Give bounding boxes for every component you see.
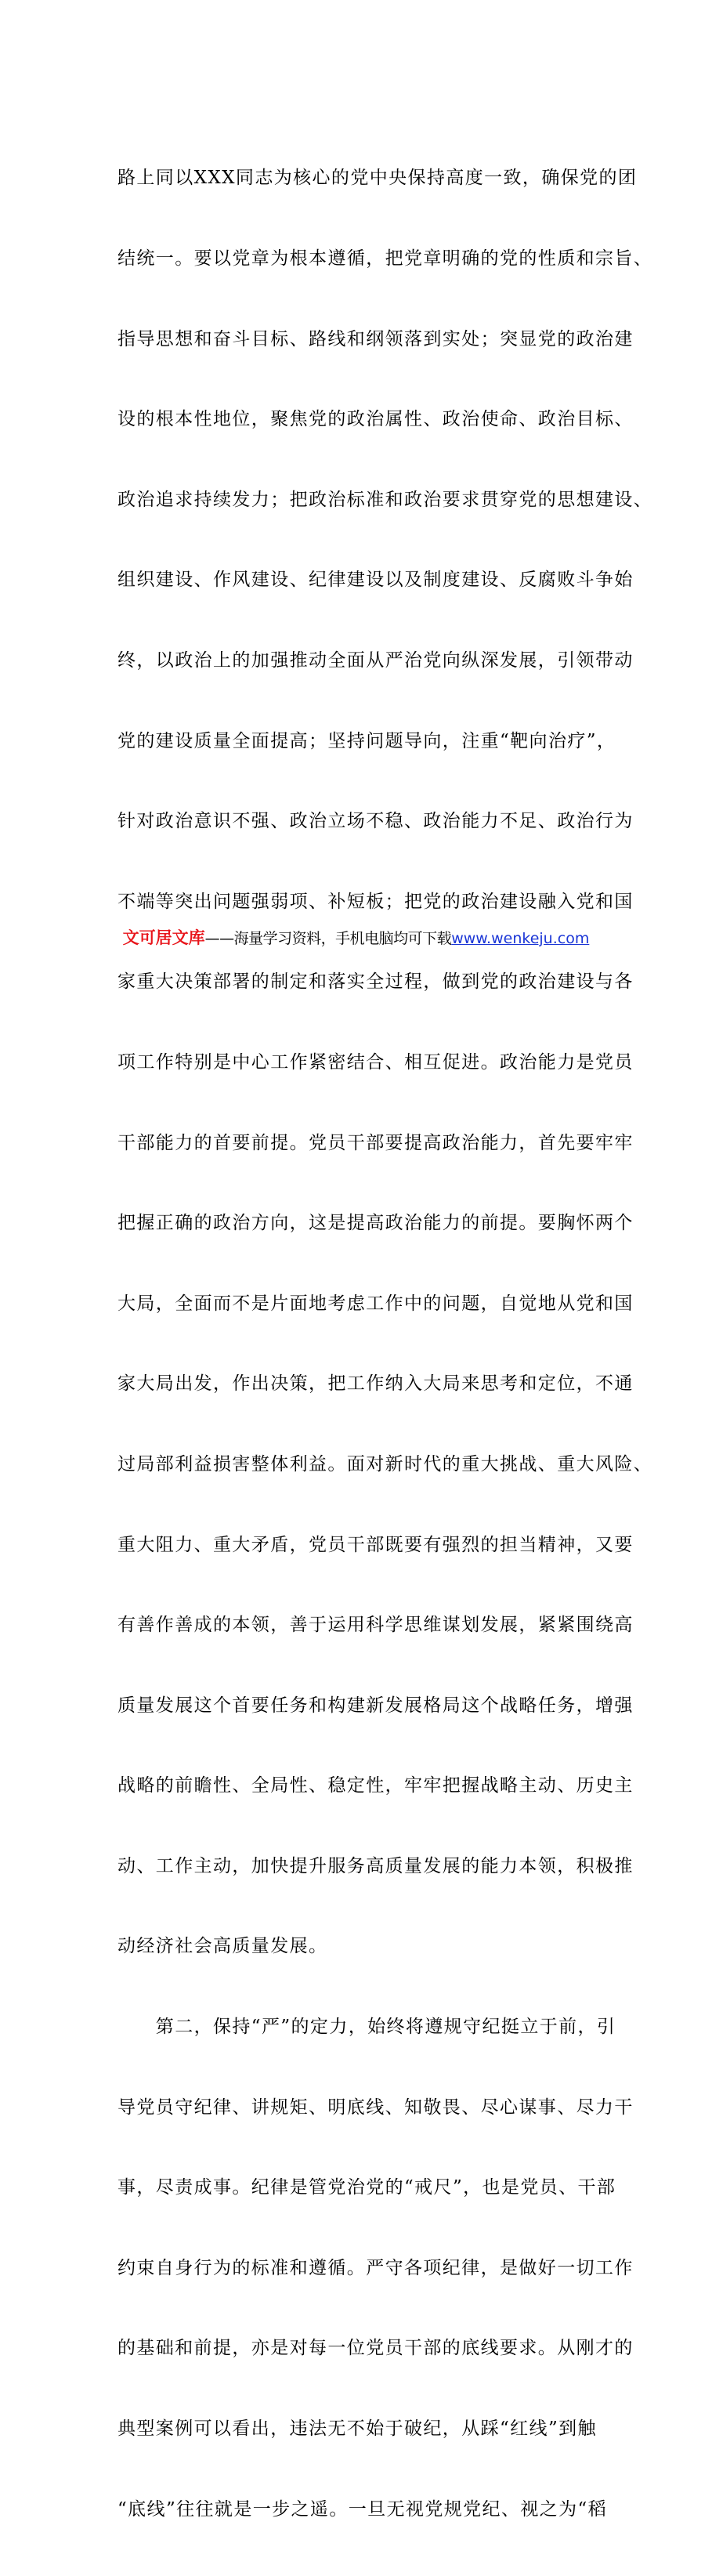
text-line: 事，尽责成事。纪律是管党治党的“戒尺”，也是党员、干部 [117, 2177, 616, 2198]
text-line: 设的根本性地位，聚焦党的政治属性、政治使命、政治目标、 [117, 409, 634, 430]
text-line: 有善作善成的本领，善于运用科学思维谋划发展，紧紧围绕高 [117, 1615, 634, 1636]
text-line: 重大阻力、重大矛盾，党员干部既要有强烈的担当精神，又要 [117, 1534, 634, 1555]
brand-name: 文可居文库 [122, 928, 205, 947]
text-line: 家大局出发，作出决策，把工作纳入大局来思考和定位，不通 [117, 1373, 634, 1395]
paragraph-start-line: 第二，保持“严”的定力，始终将遵规守纪挺立于前，引 [117, 2017, 616, 2038]
site-link[interactable]: www.wenkeju.com [451, 930, 590, 947]
footer-tagline: ——海量学习资料，手机电脑均可下载 [204, 930, 452, 947]
text-line: 结统一。要以党章为根本遵循，把党章明确的党的性质和宗旨、 [117, 248, 653, 269]
text-line: 终，以政治上的加强推动全面从严治党向纵深发展，引领带动 [117, 649, 634, 671]
text-line: 路上同以XXX同志为核心的党中央保持高度一致，确保党的团 [117, 168, 638, 189]
text-line: 动、工作主动，加快提升服务高质量发展的能力本领，积极推 [117, 1855, 634, 1876]
text-line: 质量发展这个首要任务和构建新发展格局这个战略任务，增强 [117, 1695, 634, 1716]
text-line: 战略的前瞻性、全局性、稳定性，牢牢把握战略主动、历史主 [117, 1775, 634, 1796]
text-line: 约束自身行为的标准和遵循。严守各项纪律，是做好一切工作 [117, 2257, 634, 2278]
text-line: 把握正确的政治方向，这是提高政治能力的前提。要胸怀两个 [117, 1213, 634, 1234]
text-line: 项工作特别是中心工作紧密结合、相互促进。政治能力是党员 [117, 1051, 634, 1073]
body-text [117, 111, 653, 2576]
footer-banner [0, 925, 712, 949]
text-line: 典型案例可以看出，违法无不始于破纪，从踩“红线”到触 [117, 2419, 597, 2440]
text-line: 过局部利益损害整体利益。面对新时代的重大挑战、重大风险、 [117, 1453, 653, 1474]
text-line: 政治追求持续发力；把政治标准和政治要求贯穿党的思想建设、 [117, 489, 653, 510]
text-line: 针对政治意识不强、政治立场不稳、政治能力不足、政治行为 [117, 811, 634, 832]
text-line: 动经济社会高质量发展。 [117, 1936, 328, 1957]
text-line: 不端等突出问题强弱项、补短板；把党的政治建设融入党和国 [117, 891, 634, 912]
text-line: 家重大决策部署的制定和落实全过程，做到党的政治建设与各 [117, 971, 634, 993]
text-line: 大局，全面而不是片面地考虑工作中的问题，自觉地从党和国 [117, 1293, 634, 1314]
text-line: 党的建设质量全面提高；坚持问题导向，注重“靶向治疗”， [117, 730, 616, 751]
text-line: 导党员守纪律、讲规矩、明底线、知敬畏、尽心谋事、尽力干 [117, 2097, 634, 2118]
text-line: 指导思想和奋斗目标、路线和纲领落到实处；突显党的政治建 [117, 328, 634, 349]
text-line: “底线”往往就是一步之遥。一旦无视党规党纪、视之为“稻 [117, 2498, 608, 2520]
text-line: 的基础和前提，亦是对每一位党员干部的底线要求。从刚才的 [117, 2338, 634, 2359]
text-line: 组织建设、作风建设、纪律建设以及制度建设、反腐败斗争始 [117, 570, 634, 591]
text-line: 干部能力的首要前提。党员干部要提高政治能力，首先要牢牢 [117, 1132, 634, 1153]
